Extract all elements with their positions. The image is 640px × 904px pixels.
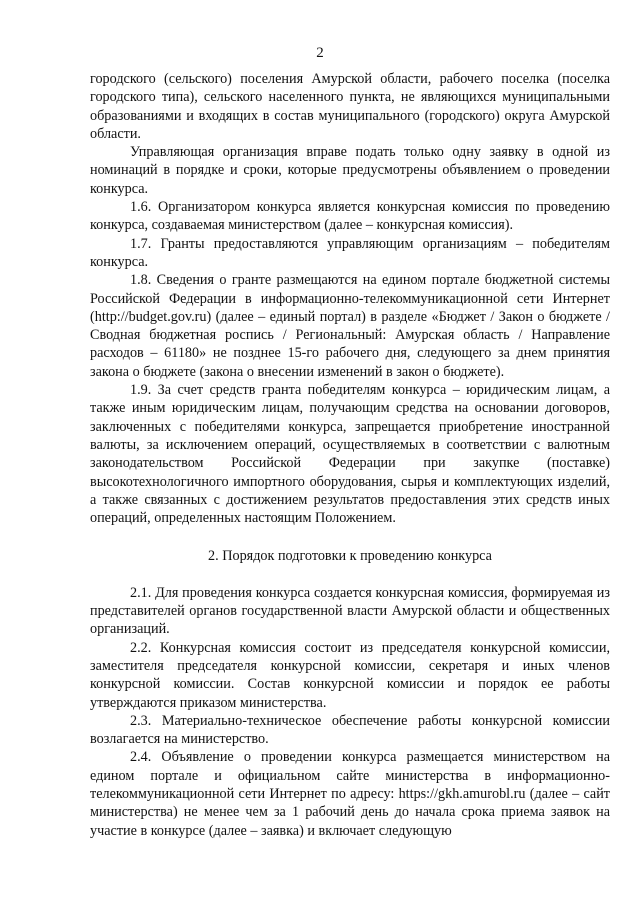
paragraph-2-2: 2.2. Конкурсная комиссия состоит из председателя конкурсной комиссии, заместителя председателя конкурсной комиссии, секретаря и иных членов конкурсной комиссии. Состав конкурсной комиссии и порядок ее работы утверждаются приказом министерства. [90, 639, 610, 711]
section-heading: 2. Порядок подготовки к проведению конкурса [208, 548, 492, 565]
paragraph-1-6: 1.6. Организатором конкурса является конкурсная комиссия по проведению конкурса, создаваемая министерством (далее – конкурсная комиссия). [90, 199, 610, 234]
paragraph-2-1: 2.1. Для проведения конкурса создается конкурсная комиссия, формируемая из представителей органов государственной власти Амурской области и общественных организаций. [90, 584, 610, 638]
paragraph-2-4: 2.4. Объявление о проведении конкурса размещается министерством на едином портале и официальном сайте министерства в информационно-телекоммуникационной сети Интернет по адресу: https://gkh.amurobl.ru (далее – сайт министерства) не менее чем за 1 рабочий день до начала срока приема заявок на участие в конкурсе (далее – заявка) и включает следующую [90, 749, 610, 839]
document-body [90, 70, 610, 840]
page-number: 2 [316, 45, 324, 61]
paragraph-1-7: 1.7. Гранты предоставляются управляющим организациям – победителям конкурса. [90, 235, 610, 270]
paragraph-2-3: 2.3. Материально-техническое обеспечение работы конкурсной комиссии возлагается на министерство. [90, 712, 610, 748]
paragraph-1-8: 1.8. Сведения о гранте размещаются на едином портале бюджетной системы Российской Федерации в информационно-телекоммуникационной сети Интернет (http://budget.gov.ru) (далее – единый портал) в разделе «Бюджет / Закон о бюджете / Сводная бюджетная роспись / Региональный: Амурская область / Направление расходов – 61180» не позднее 15-го рабочего дня, следующего за днем принятия закона о бюджете (закона о внесении изменений в закон о бюджете). [90, 272, 610, 380]
paragraph-1-9: 1.9. За счет средств гранта победителям конкурса – юридическим лицам, а также иным юридическим лицам, получающим средства на основании договоров, заключенных с победителями конкурса, запрещается приобретение иностранной валюты, за исключением операций, осуществляемых в соответствии с валютным законодательством Российской Федерации при закупке (поставке) высокотехнологичного импортного оборудования, сырья и комплектующих изделий, а также связанных с достижением результатов предоставления этих средств иных операций, определенных настоящим Положением. [90, 382, 610, 527]
paragraph-application-limit: Управляющая организация вправе подать только одну заявку в одной из номинаций в порядке и сроки, которые предусмотрены объявлением о проведении конкурса. [90, 144, 610, 197]
paragraph-continuation: городского (сельского) поселения Амурской области, рабочего поселка (поселка городского типа), сельского населенного пункта, не являющихся муниципальными образованиями и входящих в состав муниципального (городского) округа Амурской области. [90, 71, 610, 142]
